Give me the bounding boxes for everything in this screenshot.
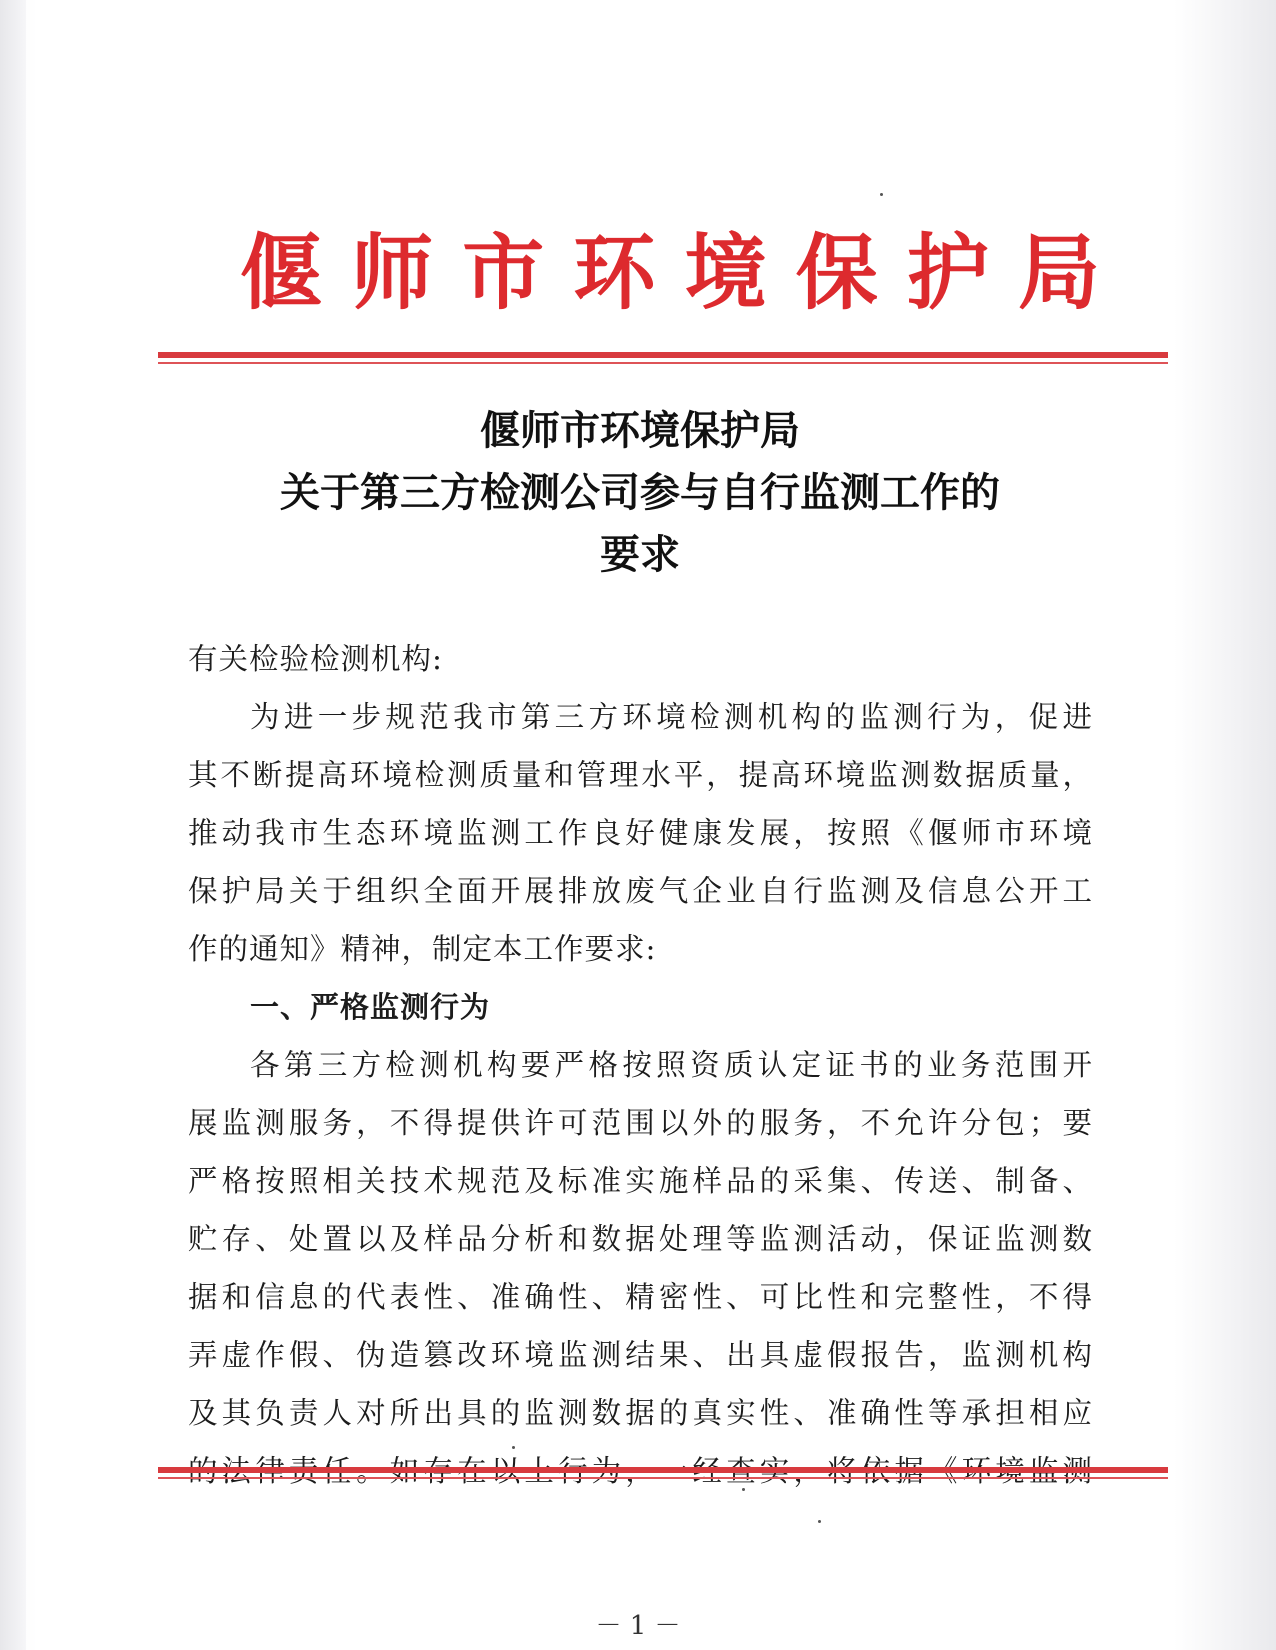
letterhead-char: 保 [795,225,878,321]
paragraph-line: 严格按照相关技术规范及标准实施样品的采集、传送、制备、 [188,1164,1093,1198]
paragraph-line: 各第三方检测机构要严格按照资质认定证书的业务范围开 [250,1048,1093,1082]
paragraph-line: 弄虚作假、伪造篡改环境监测结果、出具虚假报告，监测机构 [188,1338,1093,1372]
page-number: － 1 － [595,1611,681,1641]
scan-speck [818,1520,821,1523]
letterhead-rule-thin [158,362,1168,364]
scan-speck [512,1446,515,1449]
letterhead-char: 护 [906,225,989,321]
document-body [188,630,1093,1500]
document-title [160,400,1120,586]
letterhead-char: 师 [351,225,434,321]
paragraph-line: 为进一步规范我市第三方环境检测机构的监测行为，促进 [250,700,1093,734]
paragraph-line: 及其负责人对所出具的监测数据的真实性、准确性等承担相应 [188,1396,1093,1430]
letterhead-char: 局 [1017,225,1100,321]
letterhead-rule-thick [158,352,1168,358]
scan-speck [880,193,883,196]
letterhead-char: 市 [462,225,545,321]
scan-edge-shadow [0,0,26,1650]
paragraph-line: 其不断提高环境检测质量和管理水平，提高环境监测数据质量， [188,758,1093,792]
section-heading: 一、严格监测行为 [250,990,491,1024]
salutation: 有关检验检测机构: [188,642,443,676]
letterhead-char: 偃 [240,225,323,321]
title-line-1: 偃师市环境保护局 [480,407,800,454]
scan-speck [742,1488,745,1491]
title-line-3: 要求 [600,531,680,578]
paragraph-line: 贮存、处置以及样品分析和数据处理等监测活动，保证监测数 [188,1222,1093,1256]
letterhead [240,218,1100,328]
paragraph-line: 推动我市生态环境监测工作良好健康发展，按照《偃师市环境 [188,816,1093,850]
letterhead-char: 境 [684,225,767,321]
paragraph-line: 作的通知》精神，制定本工作要求: [188,932,657,966]
title-line-2: 关于第三方检测公司参与自行监测工作的 [280,469,1000,516]
paragraph-line: 据和信息的代表性、准确性、精密性、可比性和完整性，不得 [188,1280,1093,1314]
letterhead-char: 环 [573,225,656,321]
footer-rule-thin [158,1477,1168,1479]
paragraph-line: 展监测服务，不得提供许可范围以外的服务，不允许分包；要 [188,1106,1093,1140]
paragraph-line: 保护局关于组织全面开展排放废气企业自行监测及信息公开工 [188,874,1093,908]
footer-rule-thick [158,1467,1168,1473]
